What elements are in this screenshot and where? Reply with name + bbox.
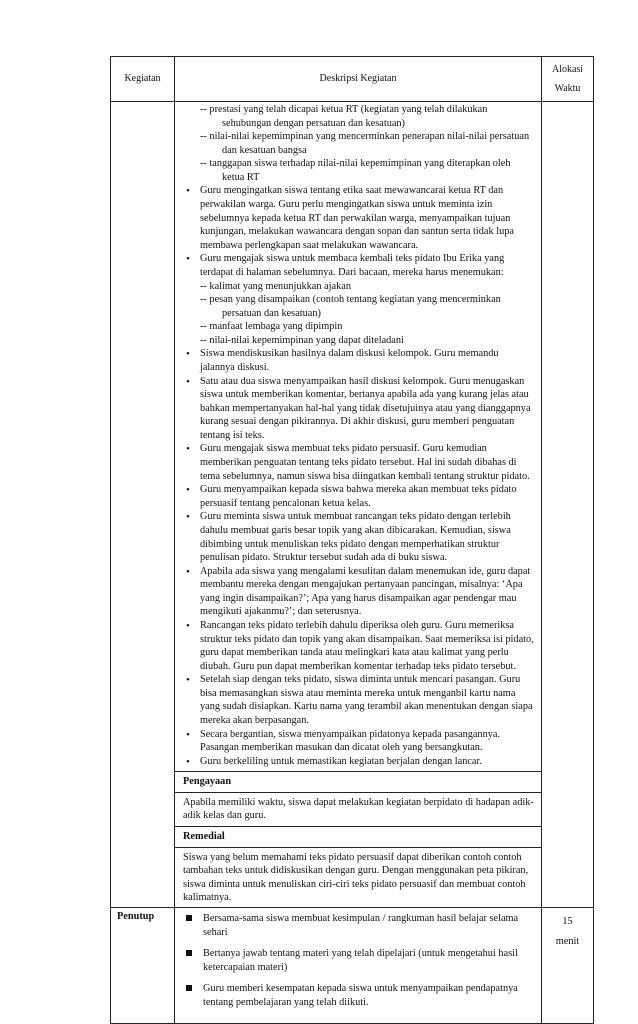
dash-line-continuation: dan kesatuan bangsa bbox=[222, 144, 307, 156]
alokasi-cell-empty bbox=[542, 102, 594, 908]
penutup-list bbox=[183, 912, 535, 1009]
penutup-label: Penutup bbox=[111, 907, 175, 1023]
kegiatan-cell-empty bbox=[111, 102, 175, 908]
header-alokasi-line1: Alokasi bbox=[551, 64, 584, 75]
dash-line-text: -- prestasi yang telah dicapai ketua RT (kegiatan yang telah dilakukan bbox=[200, 104, 488, 115]
remedial-text: Siswa yang belum memahami teks pidato persuasif dapat diberikan contoh contoh tambahan teks untuk didiskusikan dengan guru. Dengan menggunakan peta pikiran, siswa diminta untuk menuliskan ciri-ciri teks pidato persuasif dan membuat contoh kalimatnya. bbox=[183, 851, 529, 904]
lesson-plan-table bbox=[110, 56, 594, 1024]
activity-bullet-item bbox=[200, 252, 535, 347]
activity-bullet-text: Setelah siap dengan teks pidato, siswa diminta untuk mencari pasangan. Guru bisa memasangkan siswa atau meminta mereka untuk menganbil kartu nama yang sudah disiapkan. Kartu nama yang terambil akan menentukan dengan siapa mereka akan berpasangan. bbox=[200, 674, 533, 727]
pengayaan-text: Apabila memiliki waktu, siswa dapat melakukan kegiatan berpidato di hadapan adik-adik kelas dan guru. bbox=[183, 796, 534, 822]
activity-bullet-item bbox=[200, 442, 535, 483]
divider bbox=[175, 771, 541, 772]
penutup-item: Bertanya jawab tentang materi yang telah dipelajari (untuk mengetahui hasil ketercapaian materi) bbox=[203, 947, 535, 974]
dash-line-continuation: ketua RT bbox=[222, 171, 260, 183]
penutup-item: Bersama-sama siswa membuat kesimpulan / rangkuman hasil belajar selama sehari bbox=[203, 912, 535, 939]
intro-dash-item bbox=[183, 157, 535, 184]
activity-bullet-item bbox=[200, 375, 535, 443]
activity-bullet-item bbox=[200, 728, 535, 755]
divider bbox=[175, 826, 541, 827]
activity-bullet-text: Guru mengajak siswa membuat teks pidato persuasif. Guru kemudian memberikan penguatan tentang teks pidato tersebut. Hal ini sudah dibahas di tema sebelumnya, namun siswa bisa diingatkan kembali tentang struktur pidato. bbox=[200, 443, 530, 482]
header-alokasi bbox=[542, 57, 594, 102]
dash-line-text: -- nilai-nilai kepemimpinan yang mencerminkan penerapan nilai-nilai persatuan bbox=[200, 131, 530, 143]
header-deskripsi: Deskripsi Kegiatan bbox=[175, 57, 542, 102]
intro-dash-item bbox=[183, 103, 535, 130]
activity-bullet-list bbox=[183, 184, 535, 768]
activity-bullet-item bbox=[200, 673, 535, 727]
pengayaan-title: Pengayaan bbox=[183, 776, 232, 788]
dash-line-text: -- manfaat lembaga yang dipimpin bbox=[200, 321, 343, 333]
activity-bullet-item bbox=[200, 483, 535, 510]
dash-line-text: -- tanggapan siswa terhadap nilai-nilai kepemimpinan yang diterapkan oleh bbox=[200, 158, 511, 170]
activity-bullet-item bbox=[200, 510, 535, 564]
activity-bullet-text: Secara bergantian, siswa menyampaikan pidatonya kepada pasangannya. Pasangan memberikan masukan dan dicatat oleh yang bersangkutan. bbox=[200, 728, 501, 754]
activity-bullet-text: Siswa mendiskusikan hasilnya dalam diskusi kelompok. Guru memandu jalannya diskusi. bbox=[200, 348, 499, 373]
activity-bullet-text: Guru meminta siswa untuk membuat rancangan teks pidato dengan terlebih dahulu membuat garis besar topik yang akan dibicarakan. Kemudian, siswa dibimbing untuk menuliskan teks pidato dengan memperhatikan struktur penulisan pidato. Struktur tersebut sudah ada di buku siswa. bbox=[200, 511, 511, 564]
intro-dash-list bbox=[183, 103, 535, 184]
sub-dash-item bbox=[200, 320, 535, 334]
activity-bullet-item bbox=[200, 619, 535, 673]
activity-bullet-text: Guru mengajak siswa untuk membaca kembali teks pidato Ibu Erika yang terdapat di halaman sebelumnya. Dari bacaan, mereka harus menemukan: bbox=[200, 253, 505, 278]
table-row-penutup bbox=[111, 907, 594, 1023]
dash-line-text: -- nilai-nilai kepemimpinan yang dapat diteladani bbox=[200, 334, 404, 346]
header-kegiatan: Kegiatan bbox=[111, 57, 175, 102]
remedial-title: Remedial bbox=[183, 831, 225, 843]
dash-line-continuation: persatuan dan kesatuan) bbox=[222, 307, 321, 319]
penutup-waktu bbox=[542, 907, 594, 1023]
activity-bullet-item bbox=[200, 755, 535, 769]
activity-bullet-item bbox=[200, 565, 535, 619]
activity-bullet-text: Guru berkeliling untuk memastikan kegiatan berjalan dengan lancar. bbox=[200, 755, 482, 767]
activity-bullet-text: Rancangan teks pidato terlebih dahulu diperiksa oleh guru. Guru memeriksa struktur teks pidato dan topik yang akan disampaikan. Saat memeriksa isi pidato, guru dapat memberikan tanda atau melingkari kata atau kalimat yang perlu diubah. Guru pun dapat memberikan komentar terhadap teks pidato tersebut. bbox=[200, 619, 534, 672]
sub-dash-item bbox=[200, 280, 535, 294]
activity-bullet-item bbox=[200, 347, 535, 374]
activity-bullet-text: Satu atau dua siswa menyampaikan hasil diskusi kelompok. Guru menugaskan siswa untuk memberikan komentar, bertanya apabila ada yang kurang jelas atau bahkan mempertanyakan hal-hal yang tidak disetujuinya atau yang dianggapnya kurang sesuai dengan pikirannya. Di akhir diskusi, guru memberi penguatan tentang isi teks. bbox=[200, 375, 531, 441]
divider bbox=[175, 847, 541, 848]
sub-dash-item bbox=[200, 293, 535, 320]
activity-bullet-text: Guru menyampaikan kepada siswa bahwa mereka akan membuat teks pidato persuasif tentang pencalonan ketua kelas. bbox=[200, 484, 517, 509]
dash-line-text: -- pesan yang disampaikan (contoh tentang kegiatan yang mencerminkan bbox=[200, 294, 501, 306]
deskripsi-cell bbox=[175, 102, 542, 908]
table-row-inti bbox=[111, 102, 594, 908]
header-alokasi-line2: Waktu bbox=[554, 83, 581, 94]
waktu-unit: menit bbox=[555, 935, 580, 947]
divider bbox=[175, 792, 541, 793]
table-header-row bbox=[111, 57, 594, 102]
intro-dash-item bbox=[183, 130, 535, 157]
waktu-value: 15 bbox=[562, 915, 573, 927]
activity-bullet-text: Apabila ada siswa yang mengalami kesulitan dalam menemukan ide, guru dapat membantu mereka dengan mengajukan pertanyaan pancingan, misalnya: ‘Apa yang ingin disampaikan?’; Apa yang harus disampaikan agar pendengar mau mengikuti ajakanmu?’; dan seterusnya. bbox=[200, 565, 531, 618]
activity-bullet-item bbox=[200, 184, 535, 252]
sub-dash-item bbox=[200, 334, 535, 348]
activity-bullet-text: Guru mengingatkan siswa tentang etika saat mewawancarai ketua RT dan perwakilan warga. Guru perlu mengingatkan siswa untuk meminta izin sebelumnya kepada ketua RT dan perwakilan warga, menyampaikan tujuan kunjungan, melakukan wawancara dengan sopan dan santun serta tidak lupa membawa perlengkapan saat melakukan wawancara. bbox=[200, 185, 514, 251]
dash-line-continuation: sehubungan dengan persatuan dan kesatuan) bbox=[222, 117, 405, 129]
penutup-item: Guru memberi kesempatan kepada siswa untuk menyampaikan pendapatnya tentang pembelajaran yang telah diikuti. bbox=[203, 982, 535, 1009]
penutup-cell bbox=[175, 907, 542, 1023]
dash-line-text: -- kalimat yang menunjukkan ajakan bbox=[200, 280, 351, 292]
